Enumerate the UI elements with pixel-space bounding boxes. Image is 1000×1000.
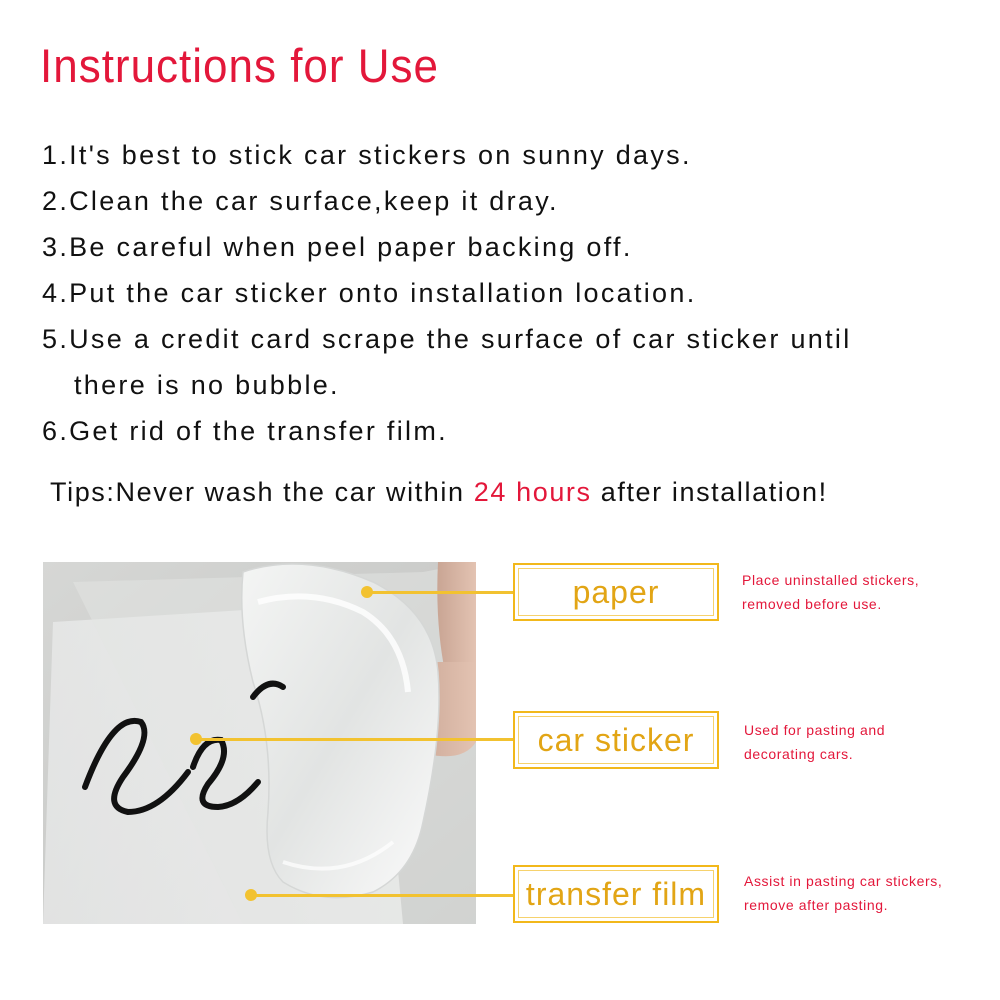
sticker-photo-illustration	[43, 562, 476, 924]
step-4: 4.Put the car sticker onto installation location.	[42, 278, 697, 308]
car-sticker-label-box	[513, 711, 719, 769]
transfer-film-description-line-1: Assist in pasting car stickers,	[744, 873, 943, 889]
paper-label: paper	[572, 573, 660, 610]
transfer-film-label: transfer film	[525, 875, 707, 912]
car-sticker-description-line-1: Used for pasting and	[744, 722, 886, 738]
step-1: 1.It's best to stick car stickers on sunny days.	[42, 140, 692, 170]
paper-label-box	[513, 563, 719, 621]
step-5: 5.Use a credit card scrape the surface of car sticker until	[42, 324, 852, 354]
transfer-film-description-line-2: remove after pasting.	[744, 897, 889, 913]
car-sticker-label: car sticker	[537, 721, 695, 758]
tips-suffix: after installation!	[591, 477, 828, 507]
sticker-photo	[43, 562, 476, 924]
step-5-continued: there is no bubble.	[74, 370, 340, 400]
page-title: Instructions for Use	[40, 40, 440, 93]
transfer-film-description	[744, 869, 942, 917]
tips-text	[50, 477, 828, 508]
step-6: 6.Get rid of the transfer film.	[42, 416, 448, 446]
car-sticker-description	[744, 718, 885, 766]
step-2: 2.Clean the car surface,keep it dray.	[42, 186, 559, 216]
instruction-steps	[42, 132, 972, 454]
paper-description-line-1: Place uninstalled stickers,	[742, 572, 920, 588]
transfer-film-label-box	[513, 865, 719, 923]
car-sticker-leader-line	[196, 738, 513, 741]
step-3: 3.Be careful when peel paper backing off.	[42, 232, 633, 262]
car-sticker-description-line-2: decorating cars.	[744, 746, 854, 762]
paper-leader-line	[367, 591, 513, 594]
paper-description	[742, 568, 919, 616]
paper-description-line-2: removed before use.	[742, 596, 882, 612]
transfer-film-leader-line	[251, 894, 513, 897]
tips-highlight: 24 hours	[473, 477, 592, 507]
tips-prefix: Tips:Never wash the car within	[50, 477, 474, 507]
